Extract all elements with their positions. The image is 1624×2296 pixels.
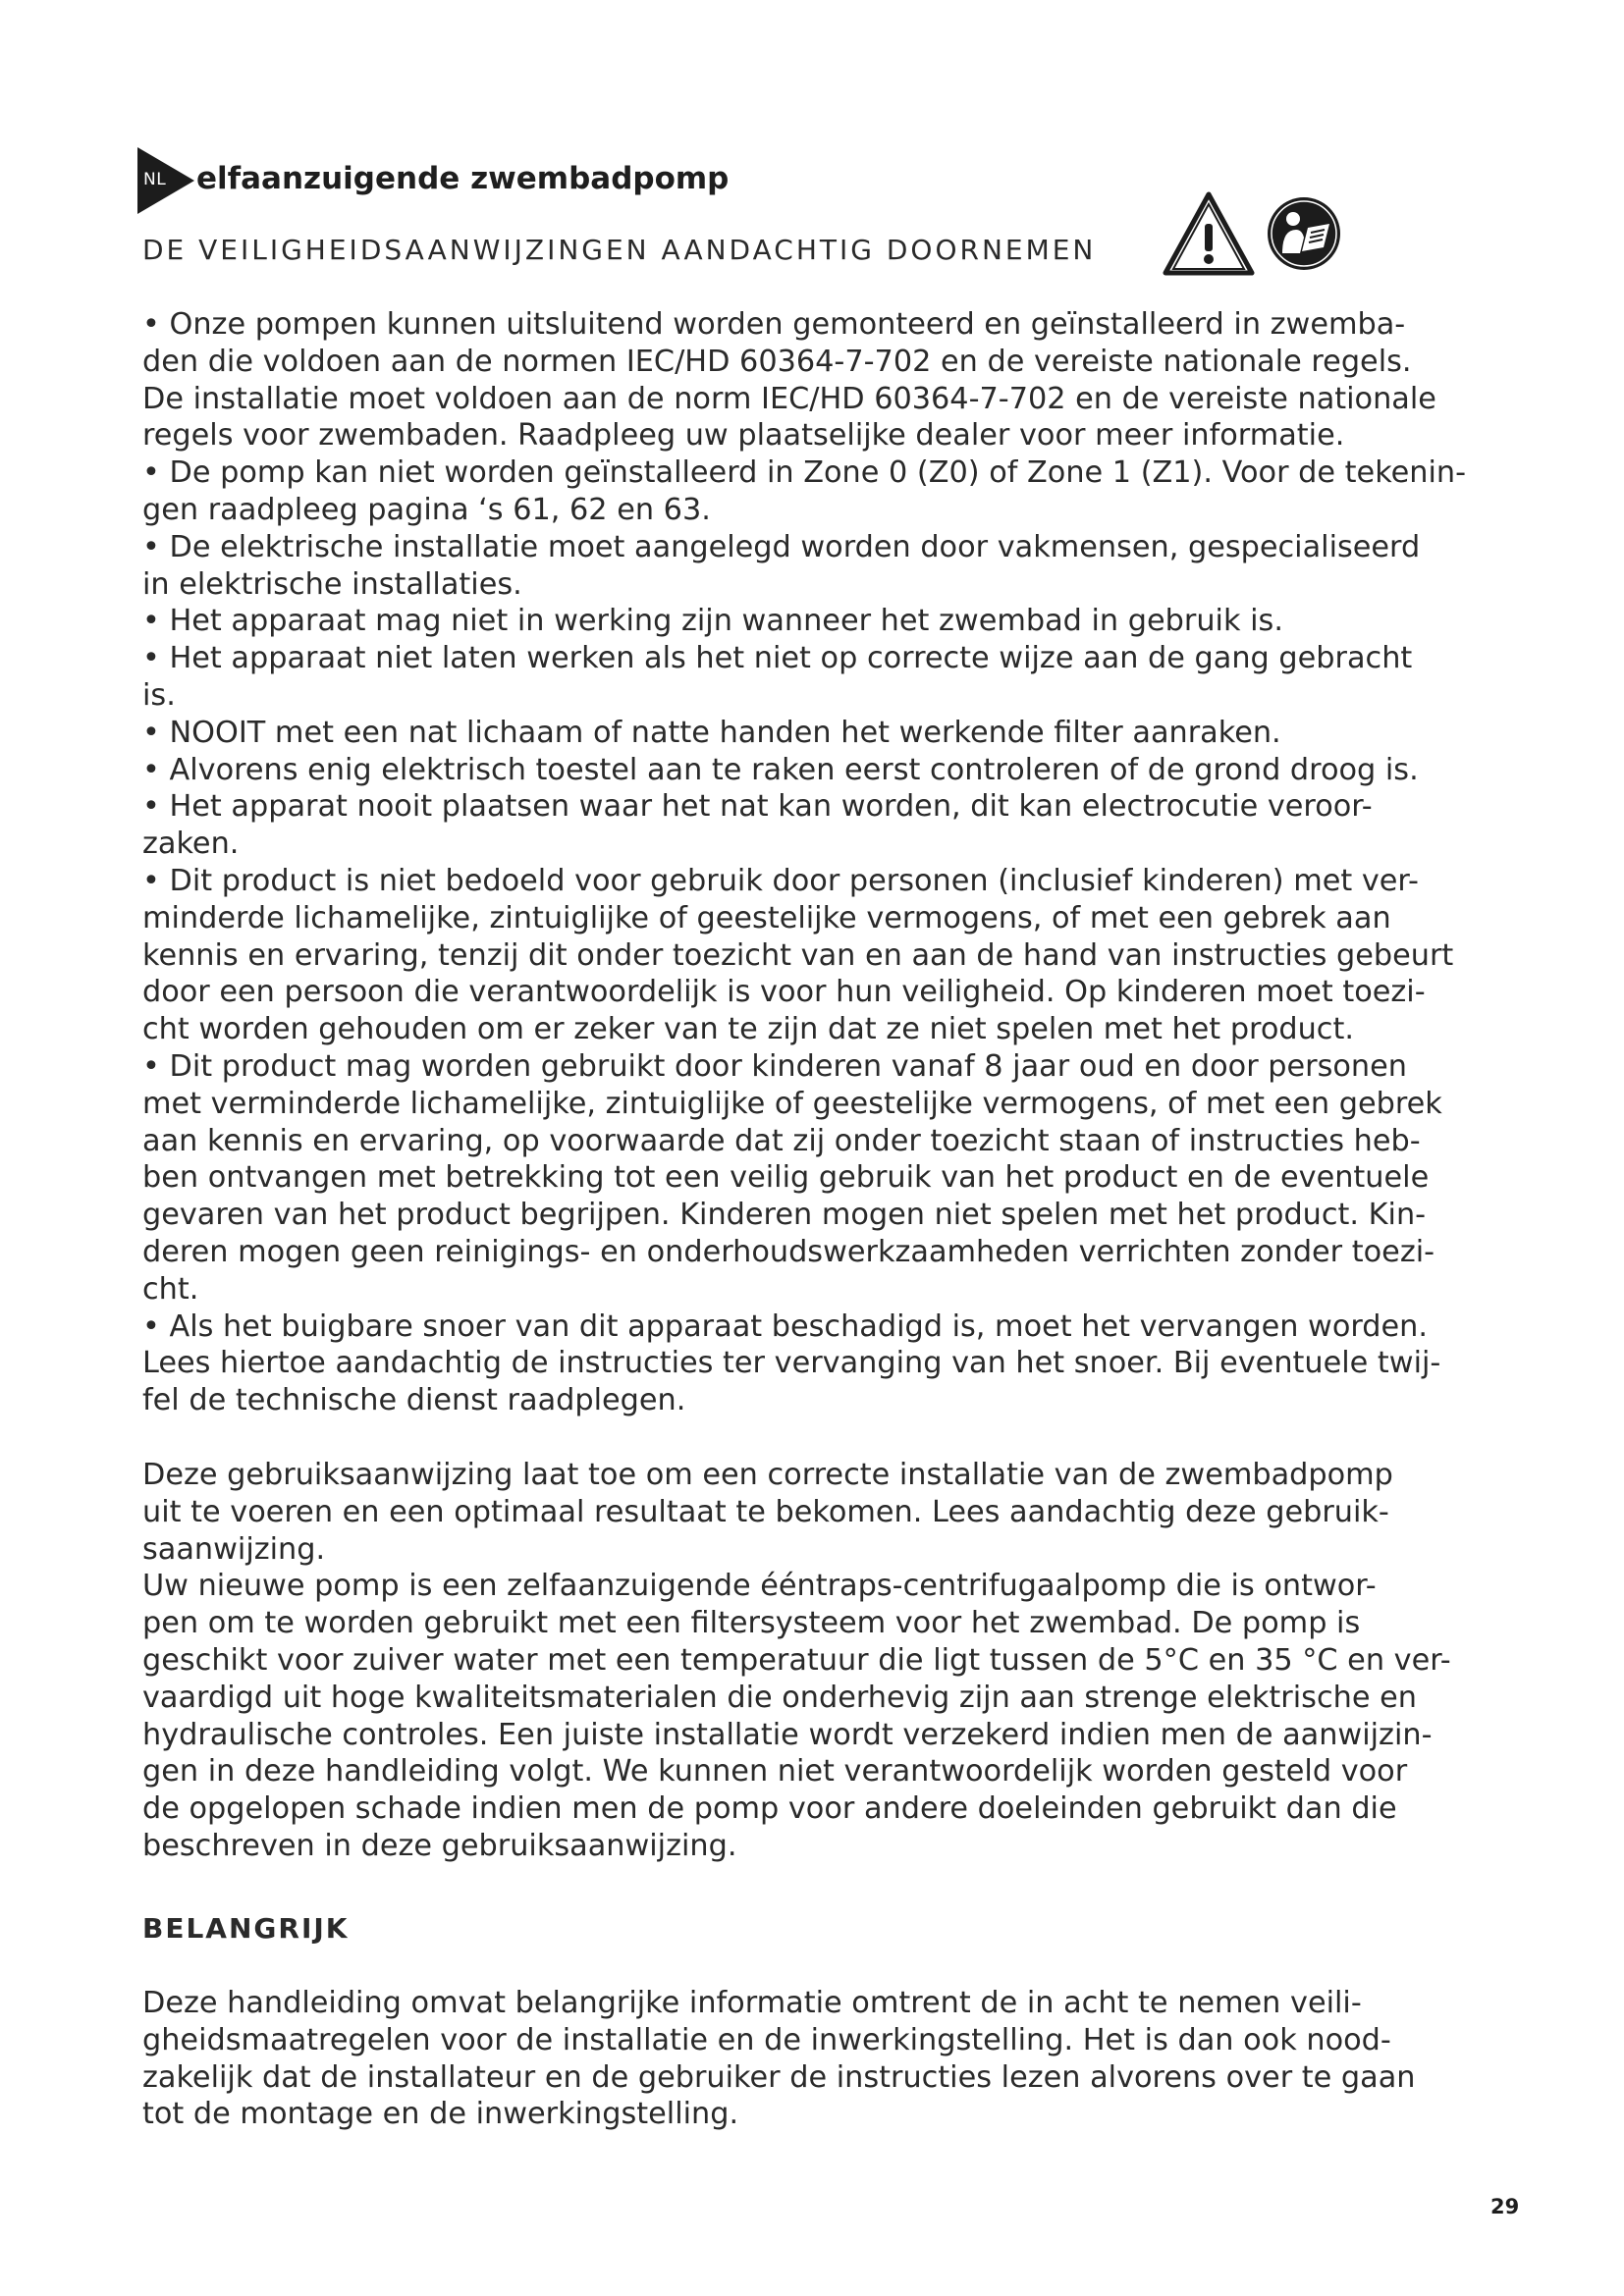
- text-line: Uw nieuwe pomp is een zelfaanzuigende ééntraps-centrifugaalpomp die is ontwor-: [142, 1569, 1377, 1604]
- safety-heading-row: [142, 188, 1419, 277]
- text-line: Deze handleiding omvat belangrijke informatie omtrent de in acht te nemen veili-: [142, 1986, 1362, 2020]
- text-line: • Alvorens enig elektrisch toestel aan te raken eerst controleren of de grond droog is.: [142, 752, 1419, 787]
- text-line: • De elektrische installatie moet aangelegd worden door vakmensen, gespecialiseerd: [142, 529, 1421, 564]
- text-line: hydraulische controles. Een juiste installatie wordt verzekerd indien men de aanwijzin-: [142, 1717, 1433, 1752]
- text-line: • Dit product is niet bedoeld voor gebruik door personen (inclusief kinderen) met ver-: [142, 863, 1419, 898]
- safety-heading: DE VEILIGHEIDSAANWIJZINGEN AANDACHTIG DOORNEMEN: [142, 234, 1097, 266]
- text-line: geschikt voor zuiver water met een temperatuur die ligt tussen de 5°C en 35 °C en ver-: [142, 1642, 1451, 1678]
- read-manual-icon: [1265, 194, 1343, 273]
- text-line: door een persoon die verantwoordelijk is voor hun veiligheid. Op kinderen moet toezi-: [142, 975, 1426, 1010]
- text-line: De installatie moet voldoen aan de norm IEC/HD 60364-7-702 en de vereiste nationale: [142, 381, 1436, 416]
- text-line: aan kennis en ervaring, op voorwaarde dat zij onder toezicht staan of instructies heb-: [142, 1123, 1421, 1158]
- text-line: minderde lichamelijke, zintuiglijke of geestelijke vermogens, of met een gebrek aan: [142, 900, 1391, 935]
- text-line: Lees hiertoe aandachtig de instructies ter vervanging van het snoer. Bij eventuele twij-: [142, 1346, 1441, 1381]
- text-line: deren mogen geen reinigings- en onderhoudswerkzaamheden verrichten zonder toezi-: [142, 1234, 1435, 1269]
- language-label: NL: [143, 170, 167, 189]
- warning-triangle-icon: [1162, 190, 1256, 279]
- text-line: gen raadpleeg pagina ‘s 61, 62 en 63.: [142, 492, 711, 527]
- important-paragraph: [142, 1985, 1537, 2133]
- text-line: is.: [142, 677, 176, 713]
- text-line: de opgelopen schade indien men de pomp voor andere doeleinden gebruikt dan die: [142, 1791, 1397, 1827]
- text-line: gen in deze handleiding volgt. We kunnen niet verantwoordelijk worden gesteld voor: [142, 1754, 1408, 1789]
- text-line: fel de technische dienst raadplegen.: [142, 1383, 686, 1418]
- text-line: pen om te worden gebruikt met een filtersysteem voor het zwembad. De pomp is: [142, 1606, 1361, 1641]
- text-line: gheidsmaatregelen voor de installatie en de inwerkingstelling. Het is dan ook nood-: [142, 2022, 1391, 2057]
- text-line: den die voldoen aan de normen IEC/HD 60364-7-702 en de vereiste nationale regels.: [142, 344, 1412, 379]
- safety-instructions: [142, 306, 1537, 1419]
- text-line: cht worden gehouden om er zeker van te zijn dat ze niet spelen met het product.: [142, 1012, 1354, 1047]
- page-title: elfaanzuigende zwembadpomp: [196, 161, 730, 196]
- text-line: tot de montage en de inwerkingstelling.: [142, 2097, 739, 2132]
- text-line: in elektrische installaties.: [142, 566, 522, 602]
- text-line: • De pomp kan niet worden geïnstalleerd in Zone 0 (Z0) of Zone 1 (Z1). Voor de tekenin-: [142, 455, 1467, 491]
- text-line: • NOOIT met een nat lichaam of natte handen het werkende filter aanraken.: [142, 715, 1281, 750]
- text-line: zakelijk dat de installateur en de gebruiker de instructies lezen alvorens over te gaan: [142, 2059, 1416, 2095]
- text-line: zaken.: [142, 827, 240, 862]
- page-number: 29: [1490, 2195, 1520, 2218]
- text-line: • Dit product mag worden gebruikt door kinderen vanaf 8 jaar oud en door personen: [142, 1048, 1407, 1084]
- text-line: • Het apparaat mag niet in werking zijn wanneer het zwembad in gebruik is.: [142, 604, 1283, 639]
- text-line: met verminderde lichamelijke, zintuiglijke of geestelijke vermogens, of met een gebrek: [142, 1086, 1442, 1121]
- text-line: vaardigd uit hoge kwaliteitsmaterialen die onderhevig zijn aan strenge elektrische en: [142, 1680, 1417, 1715]
- important-heading: BELANGRIJK: [142, 1912, 350, 1945]
- text-line: cht.: [142, 1271, 199, 1307]
- text-line: • Onze pompen kunnen uitsluitend worden gemonteerd en geïnstalleerd in zwemba-: [142, 307, 1406, 342]
- text-line: kennis en ervaring, tenzij dit onder toezicht van en aan de hand van instructies gebeurt: [142, 937, 1454, 973]
- text-line: • Het apparaat niet laten werken als het niet op correcte wijze aan de gang gebracht: [142, 641, 1413, 676]
- text-line: uit te voeren en een optimaal resultaat te bekomen. Lees aandachtig deze gebruik-: [142, 1494, 1389, 1529]
- text-line: beschreven in deze gebruiksaanwijzing.: [142, 1828, 737, 1863]
- text-line: saanwijzing.: [142, 1531, 326, 1567]
- text-line: regels voor zwembaden. Raadpleeg uw plaatselijke dealer voor meer informatie.: [142, 418, 1345, 454]
- introduction-paragraph: [142, 1457, 1537, 1865]
- text-line: • Het apparat nooit plaatsen waar het nat kan worden, dit kan electrocutie veroor-: [142, 789, 1373, 825]
- text-line: ben ontvangen met betrekking tot een veilig gebruik van het product en de eventuele: [142, 1160, 1430, 1196]
- text-line: • Als het buigbare snoer van dit apparaat beschadigd is, moet het vervangen worden.: [142, 1308, 1428, 1344]
- text-line: Deze gebruiksaanwijzing laat toe om een correcte installatie van de zwembadpomp: [142, 1458, 1393, 1492]
- text-line: gevaren van het product begrijpen. Kinderen mogen niet spelen met het product. Kin-: [142, 1198, 1427, 1233]
